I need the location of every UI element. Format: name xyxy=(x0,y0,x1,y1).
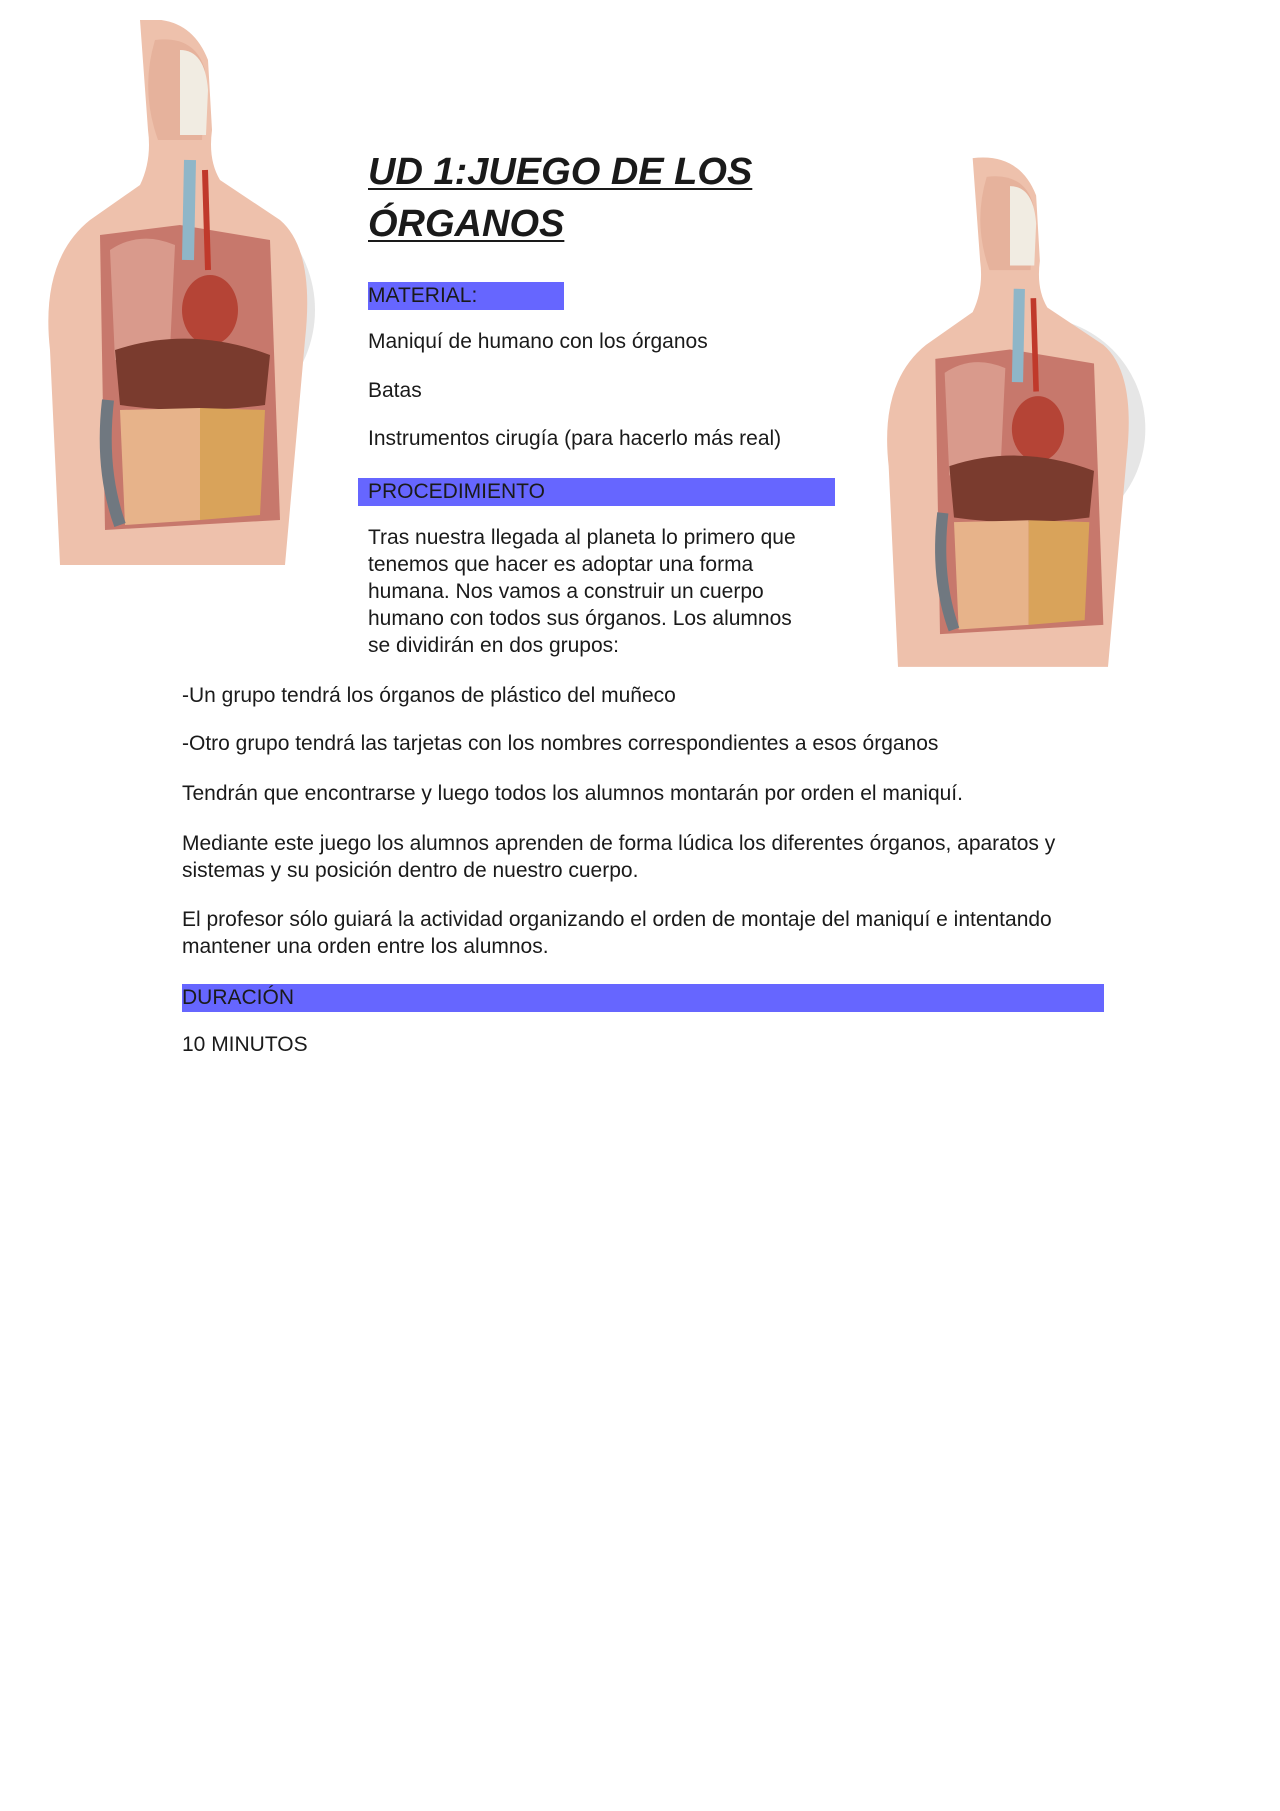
intro-line: tenemos que hacer es adoptar una forma xyxy=(368,553,754,576)
material-heading xyxy=(368,282,564,310)
paragraph-line: El profesor sólo guiará la actividad organizando el orden de montaje del maniquí e intentando xyxy=(182,908,1052,931)
intro-line: humano con todos sus órganos. Los alumnos xyxy=(368,607,792,630)
procedimiento-intro xyxy=(368,524,828,659)
paragraph-line: mantener una orden entre los alumnos. xyxy=(182,935,549,958)
duracion-heading-text: DURACIÓN xyxy=(182,986,295,1009)
material-item: Batas xyxy=(368,379,422,402)
intro-line: humana. Nos vamos a construir un cuerpo xyxy=(368,580,764,603)
paragraph-line: sistemas y su posición dentro de nuestro cuerpo. xyxy=(182,859,639,882)
anatomical-torso-image-right xyxy=(870,140,1150,685)
group-1-text: -Un grupo tendrá los órganos de plástico del muñeco xyxy=(182,684,676,707)
material-heading-text: MATERIAL: xyxy=(368,284,478,307)
title-line-1: UD 1:JUEGO DE LOS xyxy=(368,151,753,193)
intro-line: Tras nuestra llegada al planeta lo primero que xyxy=(368,526,796,549)
paragraph-profesor xyxy=(182,906,1102,960)
paragraph-encontrarse: Tendrán que encontrarse y luego todos los alumnos montarán por orden el maniquí. xyxy=(182,782,963,805)
intro-line: se dividirán en dos grupos: xyxy=(368,634,619,657)
procedimiento-heading xyxy=(358,478,835,506)
material-item: Maniquí de humano con los órganos xyxy=(368,330,708,353)
title-line-2: ÓRGANOS xyxy=(368,203,565,245)
document-title xyxy=(368,146,808,250)
group-2-text: -Otro grupo tendrá las tarjetas con los nombres correspondientes a esos órganos xyxy=(182,732,939,755)
paragraph-mediante xyxy=(182,830,1102,884)
duracion-heading xyxy=(182,984,1104,1012)
anatomical-torso-image-left xyxy=(30,20,330,565)
procedimiento-heading-text: PROCEDIMIENTO xyxy=(368,480,545,503)
duracion-value: 10 MINUTOS xyxy=(182,1033,308,1056)
paragraph-line: Mediante este juego los alumnos aprenden de forma lúdica los diferentes órganos, aparatos y xyxy=(182,832,1056,855)
material-item: Instrumentos cirugía (para hacerlo más real) xyxy=(368,427,782,450)
